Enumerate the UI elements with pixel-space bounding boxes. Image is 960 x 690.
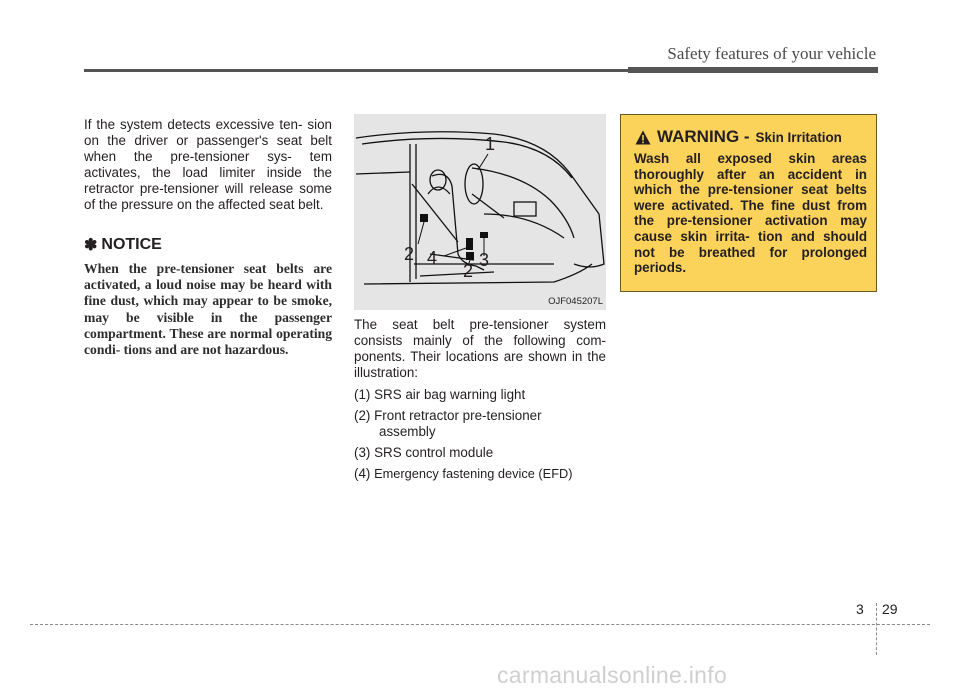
footer-divider bbox=[876, 603, 877, 655]
callout-4: 4 bbox=[427, 248, 438, 268]
callout-3: 3 bbox=[479, 250, 490, 270]
watermark: carmanualsonline.info bbox=[497, 662, 728, 688]
item-number: (4) bbox=[354, 466, 371, 481]
item-number: (3) bbox=[354, 445, 371, 460]
header-rule-accent bbox=[628, 67, 878, 73]
item-text: SRS control module bbox=[374, 445, 494, 460]
item-number: (2) bbox=[354, 408, 371, 423]
warning-heading bbox=[635, 127, 842, 147]
notice-title: NOTICE bbox=[101, 236, 162, 253]
list-item bbox=[354, 408, 606, 440]
warning-box bbox=[620, 114, 877, 292]
list-item bbox=[354, 387, 606, 403]
item-text: Front retractor pre-tensioner bbox=[374, 408, 542, 423]
warning-body: Wash all exposed skin areas thoroughly after an accident in which the pre-tensioner seat belts were activated. The fine dust from the pre-tensioner activation may cause skin irrita- tion and should not be breathed for prolonged periods. bbox=[634, 151, 867, 276]
load-limiter-paragraph: If the system detects excessive ten- sion on the driver or passenger's seat belt when the pre-tensioner sys- tem activates, the load limiter inside the retractor pre-tensioner will release some of the pressure on the affected seat belt. bbox=[84, 117, 332, 212]
figure-code: OJF045207L bbox=[548, 296, 603, 307]
list-item bbox=[354, 445, 606, 461]
components-list bbox=[354, 387, 606, 482]
running-header: Safety features of your vehicle bbox=[667, 44, 876, 63]
callout-2-left: 2 bbox=[404, 244, 415, 264]
notice-body: When the pre-tensioner seat belts are activated, a loud noise may be heard with fine dust, which may appear to be smoke, may be visible in the passenger compartment. These are normal operating condi- tions and are not hazardous. bbox=[84, 261, 332, 358]
middle-column bbox=[354, 317, 606, 487]
warning-subtitle: Skin Irritation bbox=[755, 129, 842, 145]
callout-1: 1 bbox=[485, 134, 496, 154]
car-interior-drawing bbox=[354, 114, 606, 310]
footer-rule bbox=[30, 624, 930, 625]
item-text-continuation: assembly bbox=[379, 424, 436, 439]
pretensioner-illustration bbox=[354, 114, 606, 310]
left-column bbox=[84, 117, 332, 372]
item-text: SRS air bag warning light bbox=[374, 387, 526, 402]
notice-heading bbox=[84, 235, 332, 255]
warning-triangle-icon bbox=[635, 130, 651, 145]
item-text: Emergency fastening device (EFD) bbox=[374, 466, 573, 481]
warning-title: WARNING - bbox=[657, 127, 750, 146]
chapter-number: 3 bbox=[856, 601, 864, 617]
item-number: (1) bbox=[354, 387, 371, 402]
page-number: 29 bbox=[882, 601, 898, 617]
components-intro: The seat belt pre-tensioner system consists mainly of the following com- ponents. Their locations are shown in the illustration: bbox=[354, 317, 606, 380]
callout-2-right: 2 bbox=[463, 261, 474, 281]
list-item bbox=[354, 466, 606, 482]
notice-star-icon: ✽ bbox=[84, 237, 98, 254]
